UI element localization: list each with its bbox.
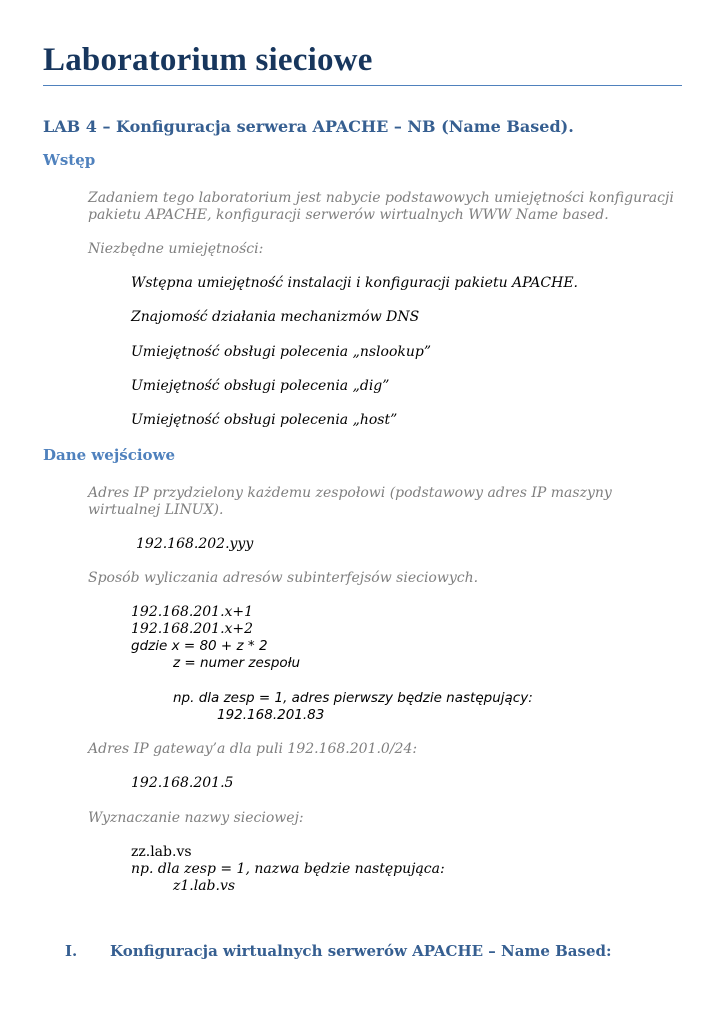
section-number: I. bbox=[65, 942, 78, 960]
team-number-definition: z = numer zespołu bbox=[173, 655, 301, 671]
network-name-example: z1.lab.vs bbox=[173, 878, 236, 894]
input-data-heading: Dane wejściowe bbox=[43, 446, 176, 464]
network-name-example-text: np. dla zesp = 1, nazwa będzie następująca: bbox=[131, 861, 445, 877]
subinterface-line: 192.168.201.x+2 bbox=[131, 621, 254, 637]
ip-description-line-1: Adres IP przydzielony każdemu zespołowi (podstawowy adres IP maszyny bbox=[88, 485, 612, 501]
subinterface-line: 192.168.201.x+1 bbox=[131, 604, 254, 620]
subinterface-description: Sposób wyliczania adresów subinterfejsów sieciowych. bbox=[88, 570, 479, 586]
base-ip-value: 192.168.202.yyy bbox=[136, 536, 254, 552]
address-example-ip: 192.168.201.83 bbox=[217, 707, 325, 723]
intro-paragraph-line-1: Zadaniem tego laboratorium jest nabycie podstawowych umiejętności konfiguracji bbox=[88, 190, 674, 206]
skills-label: Niezbędne umiejętności: bbox=[88, 241, 264, 257]
intro-heading: Wstęp bbox=[43, 151, 96, 169]
gateway-ip-value: 192.168.201.5 bbox=[131, 775, 234, 791]
ip-description-line-2: wirtualnej LINUX). bbox=[88, 502, 224, 518]
address-example-text: np. dla zesp = 1, adres pierwszy będzie następujący: bbox=[173, 690, 533, 706]
skill-item: Znajomość działania mechanizmów DNS bbox=[131, 309, 420, 325]
skill-item: Umiejętność obsługi polecenia „host” bbox=[131, 412, 398, 428]
title-underline bbox=[43, 85, 682, 86]
network-name-pattern: zz.lab.vs bbox=[131, 844, 192, 860]
gateway-description: Adres IP gateway’a dla puli 192.168.201.0/24: bbox=[88, 741, 418, 757]
skill-item: Umiejętność obsługi polecenia „dig” bbox=[131, 378, 390, 394]
subinterface-formula: gdzie x = 80 + z * 2 bbox=[131, 638, 268, 654]
skill-item: Wstępna umiejętność instalacji i konfiguracji pakietu APACHE. bbox=[131, 275, 578, 291]
skill-item: Umiejętność obsługi polecenia „nslookup” bbox=[131, 344, 432, 360]
document-title: Laboratorium sieciowe bbox=[43, 42, 373, 78]
intro-paragraph-line-2: pakietu APACHE, konfiguracji serwerów wirtualnych WWW Name based. bbox=[88, 207, 609, 223]
section-title: Konfiguracja wirtualnych serwerów APACHE – Name Based: bbox=[110, 942, 612, 960]
lab-heading: LAB 4 – Konfiguracja serwera APACHE – NB (Name Based). bbox=[43, 117, 574, 136]
network-name-description: Wyznaczanie nazwy sieciowej: bbox=[88, 810, 304, 826]
